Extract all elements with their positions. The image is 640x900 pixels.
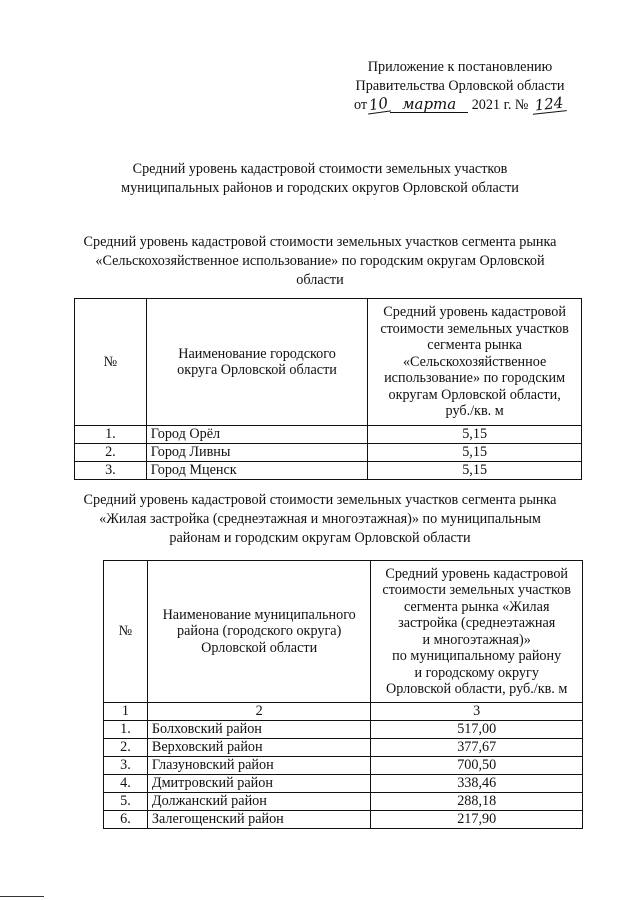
header-value-line: «Сельскохозяйственное [402, 353, 547, 370]
header-value-line: руб./кв. м [445, 403, 504, 420]
header-num: № [104, 561, 148, 703]
header-value [368, 299, 582, 426]
row-num: 3. [75, 462, 147, 480]
header-name [146, 299, 367, 426]
header-name-line: Наименование муниципального [162, 606, 356, 623]
handwritten-number: 124 [531, 94, 567, 114]
header-name-line: Наименование городского [178, 345, 336, 362]
header-num: № [75, 299, 147, 426]
row-num: 1. [104, 720, 148, 738]
section1-title-line-3: области [296, 272, 344, 288]
row-value: 5,15 [368, 462, 582, 480]
row-value: 377,67 [371, 738, 583, 756]
header-value-line: использование» по городским [384, 370, 566, 387]
section1-title [60, 233, 580, 290]
header-value-line: Средний уровень кадастровой [383, 304, 566, 321]
row-name: Глазуновский район [147, 756, 371, 774]
handwritten-month: марта [390, 96, 468, 113]
row-value: 217,90 [371, 810, 583, 828]
header-name-line: района (городского округа) [177, 623, 342, 640]
header-value-line: по муниципальному району [392, 648, 562, 664]
section2-title [60, 491, 580, 548]
header-value-line: Средний уровень кадастровой [385, 565, 569, 582]
row-name: Верховский район [147, 738, 371, 756]
row-num: 2. [75, 444, 147, 462]
appendix-line-2: Правительства Орловской области [355, 78, 565, 94]
row-num: 4. [104, 774, 148, 792]
row-name: Город Мценск [146, 462, 367, 480]
row-num: 3. [104, 756, 148, 774]
main-title [60, 160, 580, 198]
table-row [104, 774, 583, 792]
date-prefix: от [353, 97, 368, 113]
appendix-date-line [330, 93, 590, 115]
row-value: 288,18 [371, 792, 583, 810]
section2-table [103, 560, 583, 829]
main-title-line-1: Средний уровень кадастровой стоимости земельных участков [132, 161, 508, 177]
row-num: 1. [75, 426, 147, 444]
table-row [104, 810, 583, 828]
col-number: 1 [104, 703, 148, 721]
row-num: 6. [104, 810, 148, 828]
table-row [75, 444, 582, 462]
row-num: 5. [104, 792, 148, 810]
header-value-line: и многоэтажная)» [422, 631, 531, 648]
row-value: 517,00 [371, 720, 583, 738]
header-value-line: застройка (среднеэтажная [398, 615, 556, 631]
main-title-line-2: муниципальных районов и городских округов Орловской области [121, 180, 519, 196]
row-num: 2. [104, 738, 148, 756]
appendix-line-1: Приложение к постановлению [367, 59, 553, 75]
col-number: 3 [371, 703, 583, 721]
row-value: 700,50 [371, 756, 583, 774]
header-value-line: сегмента рынка [427, 337, 522, 354]
section1-title-line-2: «Сельскохозяйственное использование» по городским округам Орловской [95, 253, 545, 269]
row-name: Должанский район [147, 792, 371, 810]
section2-title-line-3: районам и городским округам Орловской области [169, 530, 471, 546]
row-value: 338,46 [371, 774, 583, 792]
header-value-line: стоимости земельных участков [380, 320, 569, 337]
section1-table [74, 298, 582, 480]
year-text: 2021 г. № [471, 97, 529, 113]
column-number-row [104, 703, 583, 721]
table-row [75, 462, 582, 480]
header-value-line: стоимости земельных участков [382, 582, 571, 598]
header-value-line: округам Орловской области, [388, 386, 561, 403]
table-row [104, 720, 583, 738]
table-header-row [75, 299, 582, 426]
header-value-line: сегмента рынка «Жилая [403, 598, 550, 615]
header-value-line: Орловской области, руб./кв. м [386, 681, 568, 697]
row-name: Залегощенский район [147, 810, 371, 828]
row-name: Город Ливны [146, 444, 367, 462]
scan-edge-mark [0, 896, 44, 897]
handwritten-day: 10 [367, 93, 390, 115]
header-value-line: и городскому округу [414, 664, 539, 681]
section2-title-line-1: Средний уровень кадастровой стоимости земельных участков сегмента рынка [83, 492, 557, 508]
row-name: Дмитровский район [147, 774, 371, 792]
row-value: 5,15 [368, 444, 582, 462]
table-row [104, 738, 583, 756]
col-number: 2 [147, 703, 371, 721]
section2-title-line-2: «Жилая застройка (среднеэтажная и многоэтажная)» по муниципальным [99, 511, 541, 527]
table-header-row [104, 561, 583, 703]
table-row [104, 756, 583, 774]
header-name-line: округа Орловской области [177, 362, 337, 378]
section1-title-line-1: Средний уровень кадастровой стоимости земельных участков сегмента рынка [83, 234, 557, 250]
table-row [104, 792, 583, 810]
row-name: Болховский район [147, 720, 371, 738]
header-name-line: Орловской области [201, 639, 318, 656]
appendix-block [330, 58, 590, 115]
header-value [371, 561, 583, 703]
row-name: Город Орёл [146, 426, 367, 444]
header-name [147, 561, 371, 703]
row-value: 5,15 [368, 426, 582, 444]
table-row [75, 426, 582, 444]
